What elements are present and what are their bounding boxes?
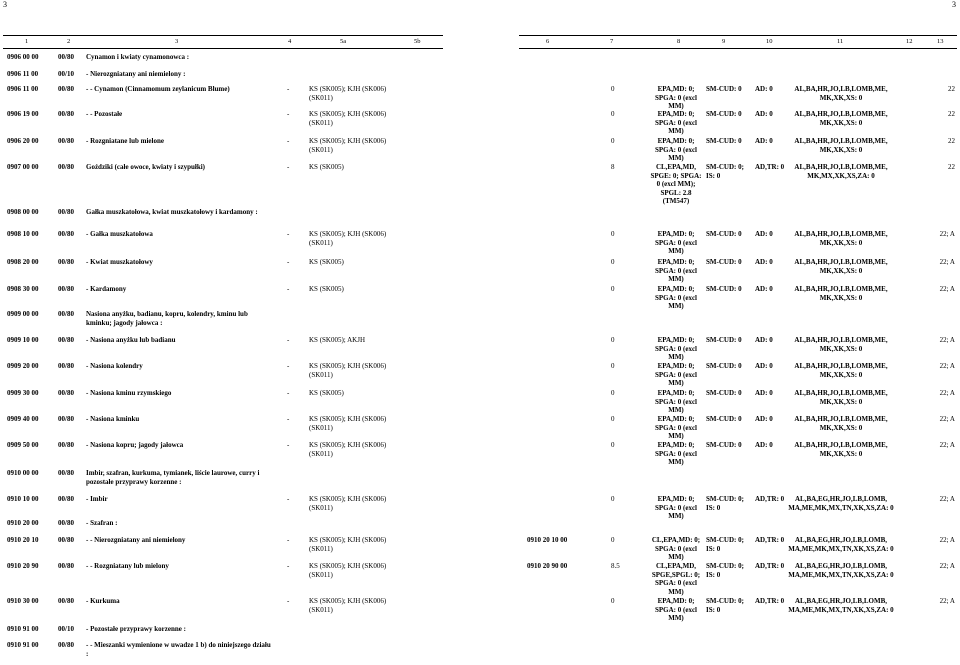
cell-col10: AD: 0 [755,285,773,293]
cell-sub: 00/80 [58,641,74,649]
cell-col11: AL,BA,HR,JO,LB,LOMB,ME, MK,XK,XS: 0 [794,137,888,154]
cell-ks: KS (SK005); KJH (SK006) (SK011) [309,362,387,379]
cell-col9: SM-CUD: 0; IS: 0 [706,163,744,180]
cell-col11: AL,BA,HR,JO,LB,LOMB,ME, MK,MX,XK,XS,ZA: 0 [794,163,888,180]
cell-col7: 0 [611,362,615,370]
cell-desc: Cynamon i kwiaty cynamonowca : [86,53,190,61]
header-col-6: 6 [546,38,550,45]
cell-col11: AL,BA,HR,JO,LB,LOMB,ME, MK,XK,XS: 0 [794,362,888,379]
cell-col8: EPA,MD: 0; SPGA: 0 (excl MM) [655,258,697,283]
cell-col13: 22 [948,110,955,118]
cell-col9: SM-CUD: 0; IS: 0 [706,495,744,512]
cell-col13: 22; A [939,495,955,503]
cell-col8: EPA,MD: 0; SPGA: 0 (excl MM) [655,389,697,414]
cell-code: 0906 11 00 [7,85,39,93]
cell-ks: KS (SK005); KJH (SK006) (SK011) [309,441,387,458]
cell-sub: 00/80 [58,110,74,118]
cell-code: 0910 10 00 [7,495,39,503]
header-col-1: 1 [25,38,29,45]
cell-code: 0910 20 00 [7,519,39,527]
cell-dash: - [287,495,290,503]
cell-ks: KS (SK005); AKJH [309,336,366,344]
cell-desc: - - Cynamon (Cinnamomum zeylanicum Blume) [86,85,230,93]
cell-desc: - Szafran : [86,519,118,527]
cell-code: 0910 30 00 [7,597,39,605]
cell-rcode: 0910 20 90 00 [527,562,568,570]
header-col-10: 10 [766,38,773,45]
cell-col7: 8 [611,163,615,171]
cell-desc: - Kwiat muszkatołowy [86,258,153,266]
cell-dash: - [287,441,290,449]
cell-col9: SM-CUD: 0 [706,441,742,449]
cell-col11: AL,BA,EG,HR,JO,LB,LOMB, MA,ME,MK,MX,TN,XK,XS,ZA: 0 [788,495,894,512]
cell-sub: 00/80 [58,230,74,238]
cell-sub: 00/80 [58,519,74,527]
cell-col11: AL,BA,HR,JO,LB,LOMB,ME, MK,XK,XS: 0 [794,285,888,302]
cell-ks: KS (SK005) [309,389,344,397]
cell-col10: AD: 0 [755,137,773,145]
cell-code: 0907 00 00 [7,163,39,171]
cell-col13: 22; A [939,258,955,266]
cell-ks: KS (SK005) [309,163,344,171]
cell-col7: 0 [611,230,615,238]
cell-ks: KS (SK005); KJH (SK006) (SK011) [309,495,387,512]
cell-ks: KS (SK005) [309,285,344,293]
cell-col7: 8.5 [611,562,620,570]
cell-col11: AL,BA,HR,JO,LB,LOMB,ME, MK,XK,XS: 0 [794,85,888,102]
cell-dash: - [287,230,290,238]
cell-code: 0908 20 00 [7,258,39,266]
cell-col8: EPA,MD: 0; SPGA: 0 (excl MM) [655,495,697,520]
header-col-11: 11 [837,38,844,45]
cell-sub: 00/10 [58,625,74,633]
cell-sub: 00/80 [58,85,74,93]
cell-col8: EPA,MD: 0; SPGA: 0 (excl MM) [655,415,697,440]
cell-dash: - [287,597,290,605]
cell-dash: - [287,415,290,423]
cell-col8: EPA,MD: 0; SPGA: 0 (excl MM) [655,137,697,162]
cell-col9: SM-CUD: 0 [706,415,742,423]
cell-col7: 0 [611,85,615,93]
cell-col11: AL,BA,HR,JO,LB,LOMB,ME, MK,XK,XS: 0 [794,110,888,127]
cell-col11: AL,BA,EG,HR,JO,LB,LOMB, MA,ME,MK,MX,TN,XK,XS,ZA: 0 [788,597,894,614]
cell-col13: 22; A [939,362,955,370]
cell-desc: - Imbir [86,495,108,503]
cell-ks: KS (SK005); KJH (SK006) (SK011) [309,110,387,127]
cell-dash: - [287,336,290,344]
cell-desc: Imbir, szafran, kurkuma, tymianek, liście laurowe, curry i pozostałe przyprawy korzenne : [86,469,260,486]
cell-desc: - Nasiona kminu rzymskiego [86,389,172,397]
cell-col8: EPA,MD: 0; SPGA: 0 (excl MM) [655,85,697,110]
cell-col10: AD,TR: 0 [755,562,785,570]
cell-col10: AD,TR: 0 [755,536,785,544]
cell-col9: SM-CUD: 0 [706,85,742,93]
cell-dash: - [287,389,290,397]
cell-sub: 00/80 [58,536,74,544]
cell-ks: KS (SK005); KJH (SK006) (SK011) [309,415,387,432]
cell-col11: AL,BA,HR,JO,LB,LOMB,ME, MK,XK,XS: 0 [794,389,888,406]
cell-code: 0908 30 00 [7,285,39,293]
cell-ks: KS (SK005); KJH (SK006) (SK011) [309,597,387,614]
cell-code: 0909 10 00 [7,336,39,344]
cell-col10: AD: 0 [755,258,773,266]
cell-col13: 22; A [939,389,955,397]
cell-desc: - Nierozgniatany ani niemielony : [86,70,186,78]
cell-col7: 0 [611,495,615,503]
page-number-right: 3 [952,0,956,9]
cell-ks: KS (SK005); KJH (SK006) (SK011) [309,137,387,154]
cell-col9: SM-CUD: 0 [706,110,742,118]
cell-code: 0910 91 00 [7,625,39,633]
cell-col8: CL,EPA,MD, SPGE,SPGL: 0; SPGA: 0 (excl MM) [651,562,701,596]
page-number-left: 3 [3,0,7,9]
cell-col13: 22 [948,85,955,93]
cell-dash: - [287,110,290,118]
cell-sub: 00/80 [58,441,74,449]
cell-code: 0909 30 00 [7,389,39,397]
cell-rcode: 0910 20 10 00 [527,536,568,544]
cell-col7: 0 [611,389,615,397]
cell-col7: 0 [611,441,615,449]
cell-dash: - [287,85,290,93]
cell-col7: 0 [611,597,615,605]
header-col-12: 12 [906,38,913,45]
cell-col10: AD: 0 [755,415,773,423]
cell-col9: SM-CUD: 0 [706,389,742,397]
cell-col13: 22 [948,137,955,145]
cell-col10: AD: 0 [755,85,773,93]
cell-desc: - Pozostałe przyprawy korzenne : [86,625,186,633]
cell-desc: - Kurkuma [86,597,120,605]
cell-col7: 0 [611,258,615,266]
cell-col10: AD,TR: 0 [755,495,785,503]
cell-desc: - - Pozostałe [86,110,123,118]
cell-code: 0906 19 00 [7,110,39,118]
cell-col9: SM-CUD: 0; IS: 0 [706,536,744,553]
cell-code: 0909 40 00 [7,415,39,423]
cell-col10: AD: 0 [755,110,773,118]
cell-sub: 00/10 [58,70,74,78]
cell-col11: AL,BA,HR,JO,LB,LOMB,ME, MK,XK,XS: 0 [794,415,888,432]
cell-desc: - Nasiona anyżku lub badianu [86,336,176,344]
cell-sub: 00/80 [58,362,74,370]
cell-col9: SM-CUD: 0; IS: 0 [706,562,744,579]
cell-sub: 00/80 [58,208,74,216]
cell-col7: 0 [611,137,615,145]
cell-sub: 00/80 [58,469,74,477]
cell-code: 0910 00 00 [7,469,39,477]
cell-col11: AL,BA,EG,HR,JO,LB,LOMB, MA,ME,MK,MX,TN,XK,XS,ZA: 0 [788,562,894,579]
cell-sub: 00/80 [58,310,74,318]
cell-ks: KS (SK005) [309,258,344,266]
cell-desc: - - Nierozgniatany ani niemielony [86,536,186,544]
cell-col11: AL,BA,HR,JO,LB,LOMB,ME, MK,XK,XS: 0 [794,441,888,458]
cell-col11: AL,BA,HR,JO,LB,LOMB,ME, MK,XK,XS: 0 [794,230,888,247]
header-col-5a: 5a [340,38,347,45]
cell-code: 0906 20 00 [7,137,39,145]
cell-col8: EPA,MD: 0; SPGA: 0 (excl MM) [655,597,697,622]
table-header-right [519,35,957,49]
cell-col13: 22; A [939,230,955,238]
cell-col7: 0 [611,415,615,423]
cell-desc: - Nasiona kopru; jagody jałowca [86,441,184,449]
cell-col10: AD: 0 [755,389,773,397]
header-col-4: 4 [288,38,292,45]
cell-code: 0906 11 00 [7,70,39,78]
cell-code: 0909 50 00 [7,441,39,449]
cell-col13: 22; A [939,597,955,605]
cell-dash: - [287,137,290,145]
cell-col13: 22 [948,163,955,171]
cell-sub: 00/80 [58,258,74,266]
header-col-7: 7 [610,38,614,45]
cell-col8: CL,EPA,MD, SPGE: 0; SPGA: 0 (excl MM); SPGL: 2.8 (TM547) [650,163,702,205]
cell-col13: 22; A [939,285,955,293]
cell-desc: - Nasiona kminku [86,415,140,423]
cell-desc: Gałka muszkatołowa, kwiat muszkatołowy i kardamony : [86,208,258,216]
cell-ks: KS (SK005); KJH (SK006) (SK011) [309,536,387,553]
cell-ks: KS (SK005); KJH (SK006) (SK011) [309,230,387,247]
cell-sub: 00/80 [58,53,74,61]
header-col-3: 3 [175,38,179,45]
cell-code: 0910 20 10 [7,536,39,544]
cell-col11: AL,BA,HR,JO,LB,LOMB,ME, MK,XK,XS: 0 [794,258,888,275]
cell-dash: - [287,258,290,266]
cell-dash: - [287,285,290,293]
header-col-5b: 5b [414,38,421,45]
header-col-9: 9 [722,38,726,45]
cell-col10: AD: 0 [755,230,773,238]
cell-code: 0910 20 90 [7,562,39,570]
cell-col10: AD,TR: 0 [755,597,785,605]
cell-sub: 00/80 [58,336,74,344]
cell-desc: - - Mieszanki wymienione w uwadze 1 b) do niniejszego działu : [86,641,271,658]
cell-col11: AL,BA,EG,HR,JO,LB,LOMB, MA,ME,MK,MX,TN,XK,XS,ZA: 0 [788,536,894,553]
cell-sub: 00/80 [58,415,74,423]
cell-col13: 22; A [939,441,955,449]
cell-sub: 00/80 [58,495,74,503]
cell-code: 0909 20 00 [7,362,39,370]
cell-code: 0909 00 00 [7,310,39,318]
cell-dash: - [287,163,290,171]
cell-col13: 22; A [939,336,955,344]
cell-col9: SM-CUD: 0 [706,230,742,238]
cell-col7: 0 [611,336,615,344]
cell-col13: 22; A [939,536,955,544]
cell-dash: - [287,536,290,544]
header-col-2: 2 [67,38,71,45]
cell-desc: - Nasiona kolendry [86,362,143,370]
cell-sub: 00/80 [58,285,74,293]
table-header-left [3,35,443,49]
cell-col10: AD: 0 [755,336,773,344]
cell-col8: EPA,MD: 0; SPGA: 0 (excl MM) [655,110,697,135]
cell-sub: 00/80 [58,597,74,605]
cell-sub: 00/80 [58,562,74,570]
cell-code: 0908 00 00 [7,208,39,216]
cell-code: 0908 10 00 [7,230,39,238]
cell-col7: 0 [611,110,615,118]
header-col-13: 13 [937,38,944,45]
header-col-8: 8 [677,38,681,45]
cell-ks: KS (SK005); KJH (SK006) (SK011) [309,562,387,579]
cell-desc: - Rozgniatane lub mielone [86,137,164,145]
cell-col9: SM-CUD: 0 [706,137,742,145]
cell-col8: EPA,MD: 0; SPGA: 0 (excl MM) [655,362,697,387]
cell-sub: 00/80 [58,163,74,171]
cell-col9: SM-CUD: 0 [706,336,742,344]
cell-col8: CL,EPA,MD: 0; SPGA: 0 (excl MM) [651,536,701,561]
cell-col13: 22; A [939,415,955,423]
cell-col7: 0 [611,285,615,293]
cell-col8: EPA,MD: 0; SPGA: 0 (excl MM) [655,441,697,466]
cell-col9: SM-CUD: 0 [706,258,742,266]
cell-col8: EPA,MD: 0; SPGA: 0 (excl MM) [655,336,697,361]
cell-col9: SM-CUD: 0 [706,285,742,293]
cell-col10: AD: 0 [755,362,773,370]
cell-sub: 00/80 [58,389,74,397]
cell-col13: 22; A [939,562,955,570]
cell-sub: 00/80 [58,137,74,145]
cell-col9: SM-CUD: 0 [706,362,742,370]
cell-col11: AL,BA,HR,JO,LB,LOMB,ME, MK,XK,XS: 0 [794,336,888,353]
cell-ks: KS (SK005); KJH (SK006) (SK011) [309,85,387,102]
cell-col10: AD: 0 [755,441,773,449]
cell-desc: Nasiona anyżku, badianu, kopru, kolendry, kminu lub kminku; jagody jałowca : [86,310,248,327]
cell-col9: SM-CUD: 0; IS: 0 [706,597,744,614]
cell-col10: AD,TR: 0 [755,163,785,171]
cell-code: 0910 91 00 [7,641,39,649]
cell-desc: Goździki (całe owoce, kwiaty i szypułki) [86,163,205,171]
cell-code: 0906 00 00 [7,53,39,61]
cell-desc: - - Rozgniatany lub mielony [86,562,169,570]
cell-dash: - [287,362,290,370]
cell-desc: - Kardamony [86,285,127,293]
cell-desc: - Gałka muszkatołowa [86,230,153,238]
cell-col8: EPA,MD: 0; SPGA: 0 (excl MM) [655,285,697,310]
cell-col7: 0 [611,536,615,544]
cell-dash: - [287,562,290,570]
cell-col8: EPA,MD: 0; SPGA: 0 (excl MM) [655,230,697,255]
